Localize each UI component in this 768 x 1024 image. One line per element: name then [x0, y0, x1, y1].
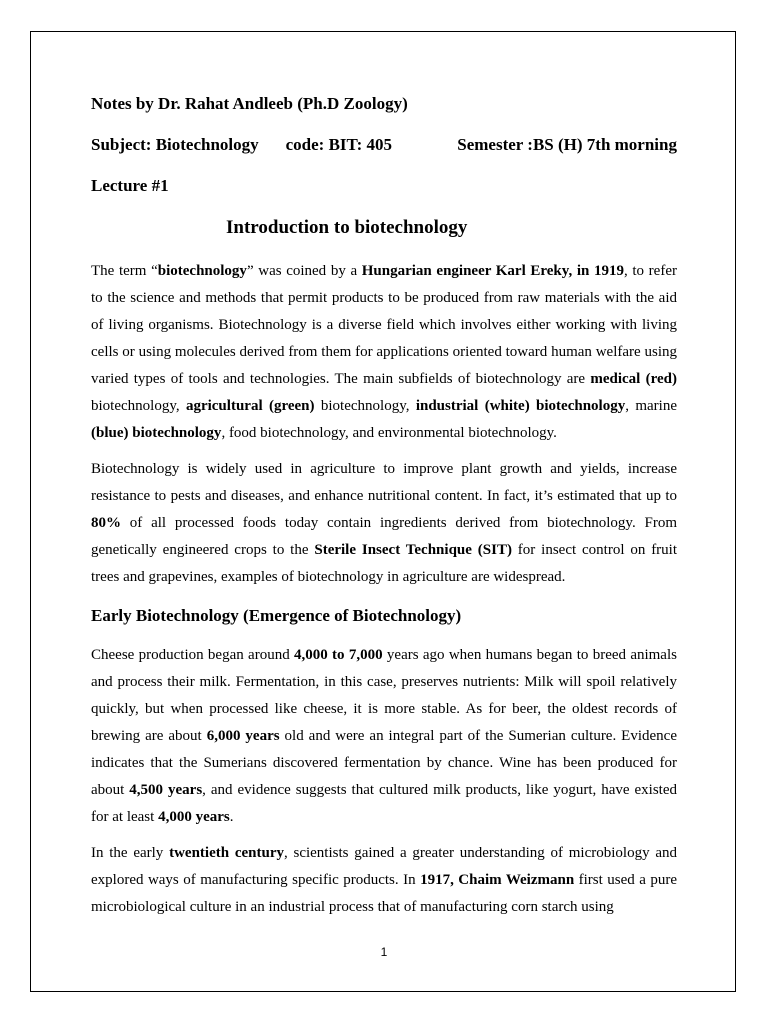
- semester-label: Semester :BS (H) 7th morning: [457, 135, 677, 154]
- paragraph-early-history: Cheese production began around 4,000 to 7,000 years ago when humans began to breed animals and process their milk. Fermentation, in this case, preserves nutrients: Milk will spoil relatively quickly, but when processed like cheese, it is more stable. As for beer, the oldest records of brewing are about 6,000 years old and were an integral part of the Sumerian culture. Evidence indicates that the Sumerians discovered fermentation by chance. Wine has been produced for about 4,500 years, and evidence suggests that cultured milk products, like yogurt, have existed for at least 4,000 years.: [91, 647, 678, 825]
- paragraph-twentieth-century: In the early twentieth century, scientists gained a greater understanding of microbiology and explored ways of manufacturing specific products. In 1917, Chaim Weizmann first used a pure microbiological culture in an industrial process that of manufacturing corn starch using: [91, 845, 678, 915]
- author-line: Notes by Dr. Rahat Andleeb (Ph.D Zoology): [91, 94, 408, 113]
- section-heading: Early Biotechnology (Emergence of Biotechnology): [91, 606, 462, 625]
- course-code: code: BIT: 405: [285, 135, 393, 154]
- subject-label: Subject: Biotechnology: [91, 135, 259, 154]
- lecture-number: Lecture #1: [91, 176, 169, 195]
- page-title: Introduction to biotechnology: [226, 217, 468, 238]
- paragraph-intro: The term “biotechnology” was coined by a Hungarian engineer Karl Ereky, in 1919, to refer to the science and methods that permit products to be produced from raw materials with the aid of living organisms. Biotechnology is a diverse field which involves either working with living cells or using molecules derived from them for applications oriented toward human welfare using varied types of tools and technologies. The main subfields of biotechnology are medical (red) biotechnology, agricultural (green) biotechnology, industrial (white) biotechnology, marine (blue) biotechnology, food biotechnology, and environmental biotechnology.: [91, 263, 677, 441]
- paragraph-agriculture: Biotechnology is widely used in agriculture to improve plant growth and yields, increase resistance to pests and diseases, and enhance nutritional content. In fact, it’s estimated that up to 80% of all processed foods today contain ingredients derived from biotechnology. From genetically engineered crops to the Sterile Insect Technique (SIT) for insect control on fruit trees and grapevines, examples of biotechnology in agriculture are widespread.: [91, 461, 678, 585]
- page-number: 1: [380, 945, 388, 959]
- subject-line: [91, 133, 677, 157]
- document-body: [91, 92, 677, 921]
